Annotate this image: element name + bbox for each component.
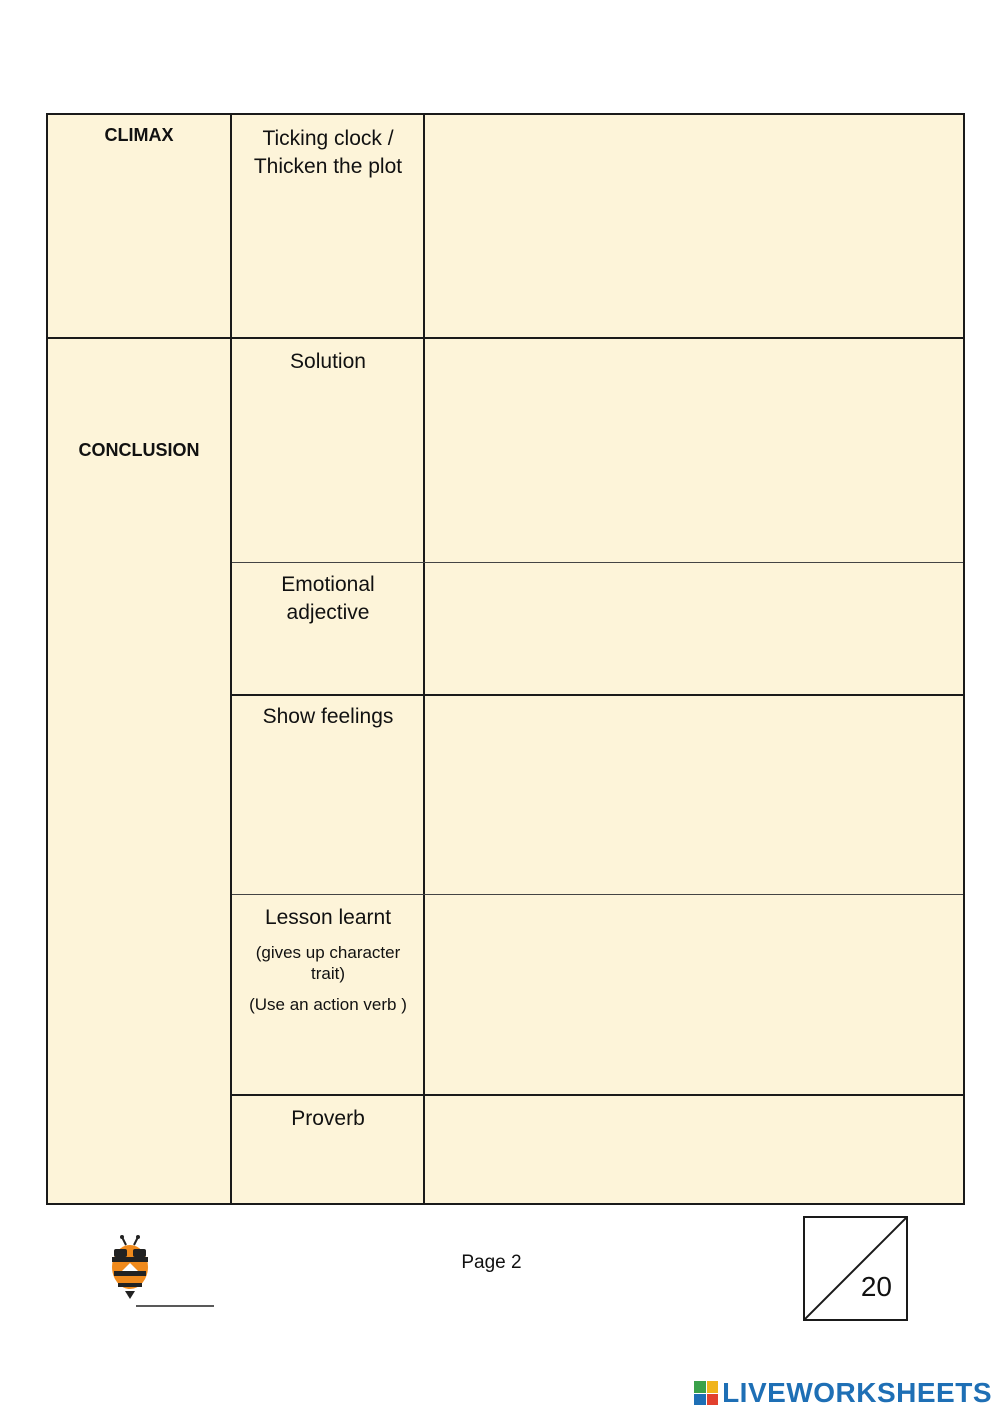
prompt-lesson-note-trait: (gives up character trait) bbox=[255, 943, 401, 983]
prompt-solution: Solution bbox=[290, 350, 366, 373]
answer-proverb[interactable] bbox=[425, 1096, 963, 1205]
prompt-ticking-clock: Ticking clock / Thicken the plot bbox=[253, 127, 403, 178]
score-box bbox=[803, 1216, 908, 1321]
liveworksheets-wordmark: LIVEWORKSHEETS bbox=[722, 1377, 992, 1408]
prompt-lesson-note-verb: (Use an action verb ) bbox=[249, 995, 407, 1014]
prompt-lesson-learnt-group bbox=[232, 904, 424, 1015]
score-divider-line bbox=[805, 1218, 906, 1319]
answer-lesson-learnt[interactable] bbox=[425, 895, 963, 1094]
answer-show-feelings[interactable] bbox=[425, 696, 963, 894]
liveworksheets-logo-icon bbox=[694, 1381, 718, 1405]
section-label-conclusion: CONCLUSION bbox=[78, 440, 200, 460]
page-number: Page 2 bbox=[461, 1252, 522, 1273]
prompt-show-feelings: Show feelings bbox=[262, 705, 394, 728]
score-total: 20 bbox=[860, 1271, 892, 1302]
column-divider-1 bbox=[230, 115, 232, 1205]
story-planner-table bbox=[46, 113, 965, 1205]
answer-ticking-clock[interactable] bbox=[425, 115, 963, 337]
prompt-emotional-adjective: Emotional adjective bbox=[281, 573, 375, 624]
answer-emotional-adjective[interactable] bbox=[425, 563, 963, 694]
section-label-climax: CLIMAX bbox=[104, 125, 174, 145]
answer-solution[interactable] bbox=[425, 339, 963, 562]
prompt-lesson-learnt: Lesson learnt bbox=[264, 906, 392, 929]
prompt-proverb: Proverb bbox=[291, 1107, 365, 1130]
liveworksheets-brand[interactable] bbox=[694, 1376, 992, 1410]
